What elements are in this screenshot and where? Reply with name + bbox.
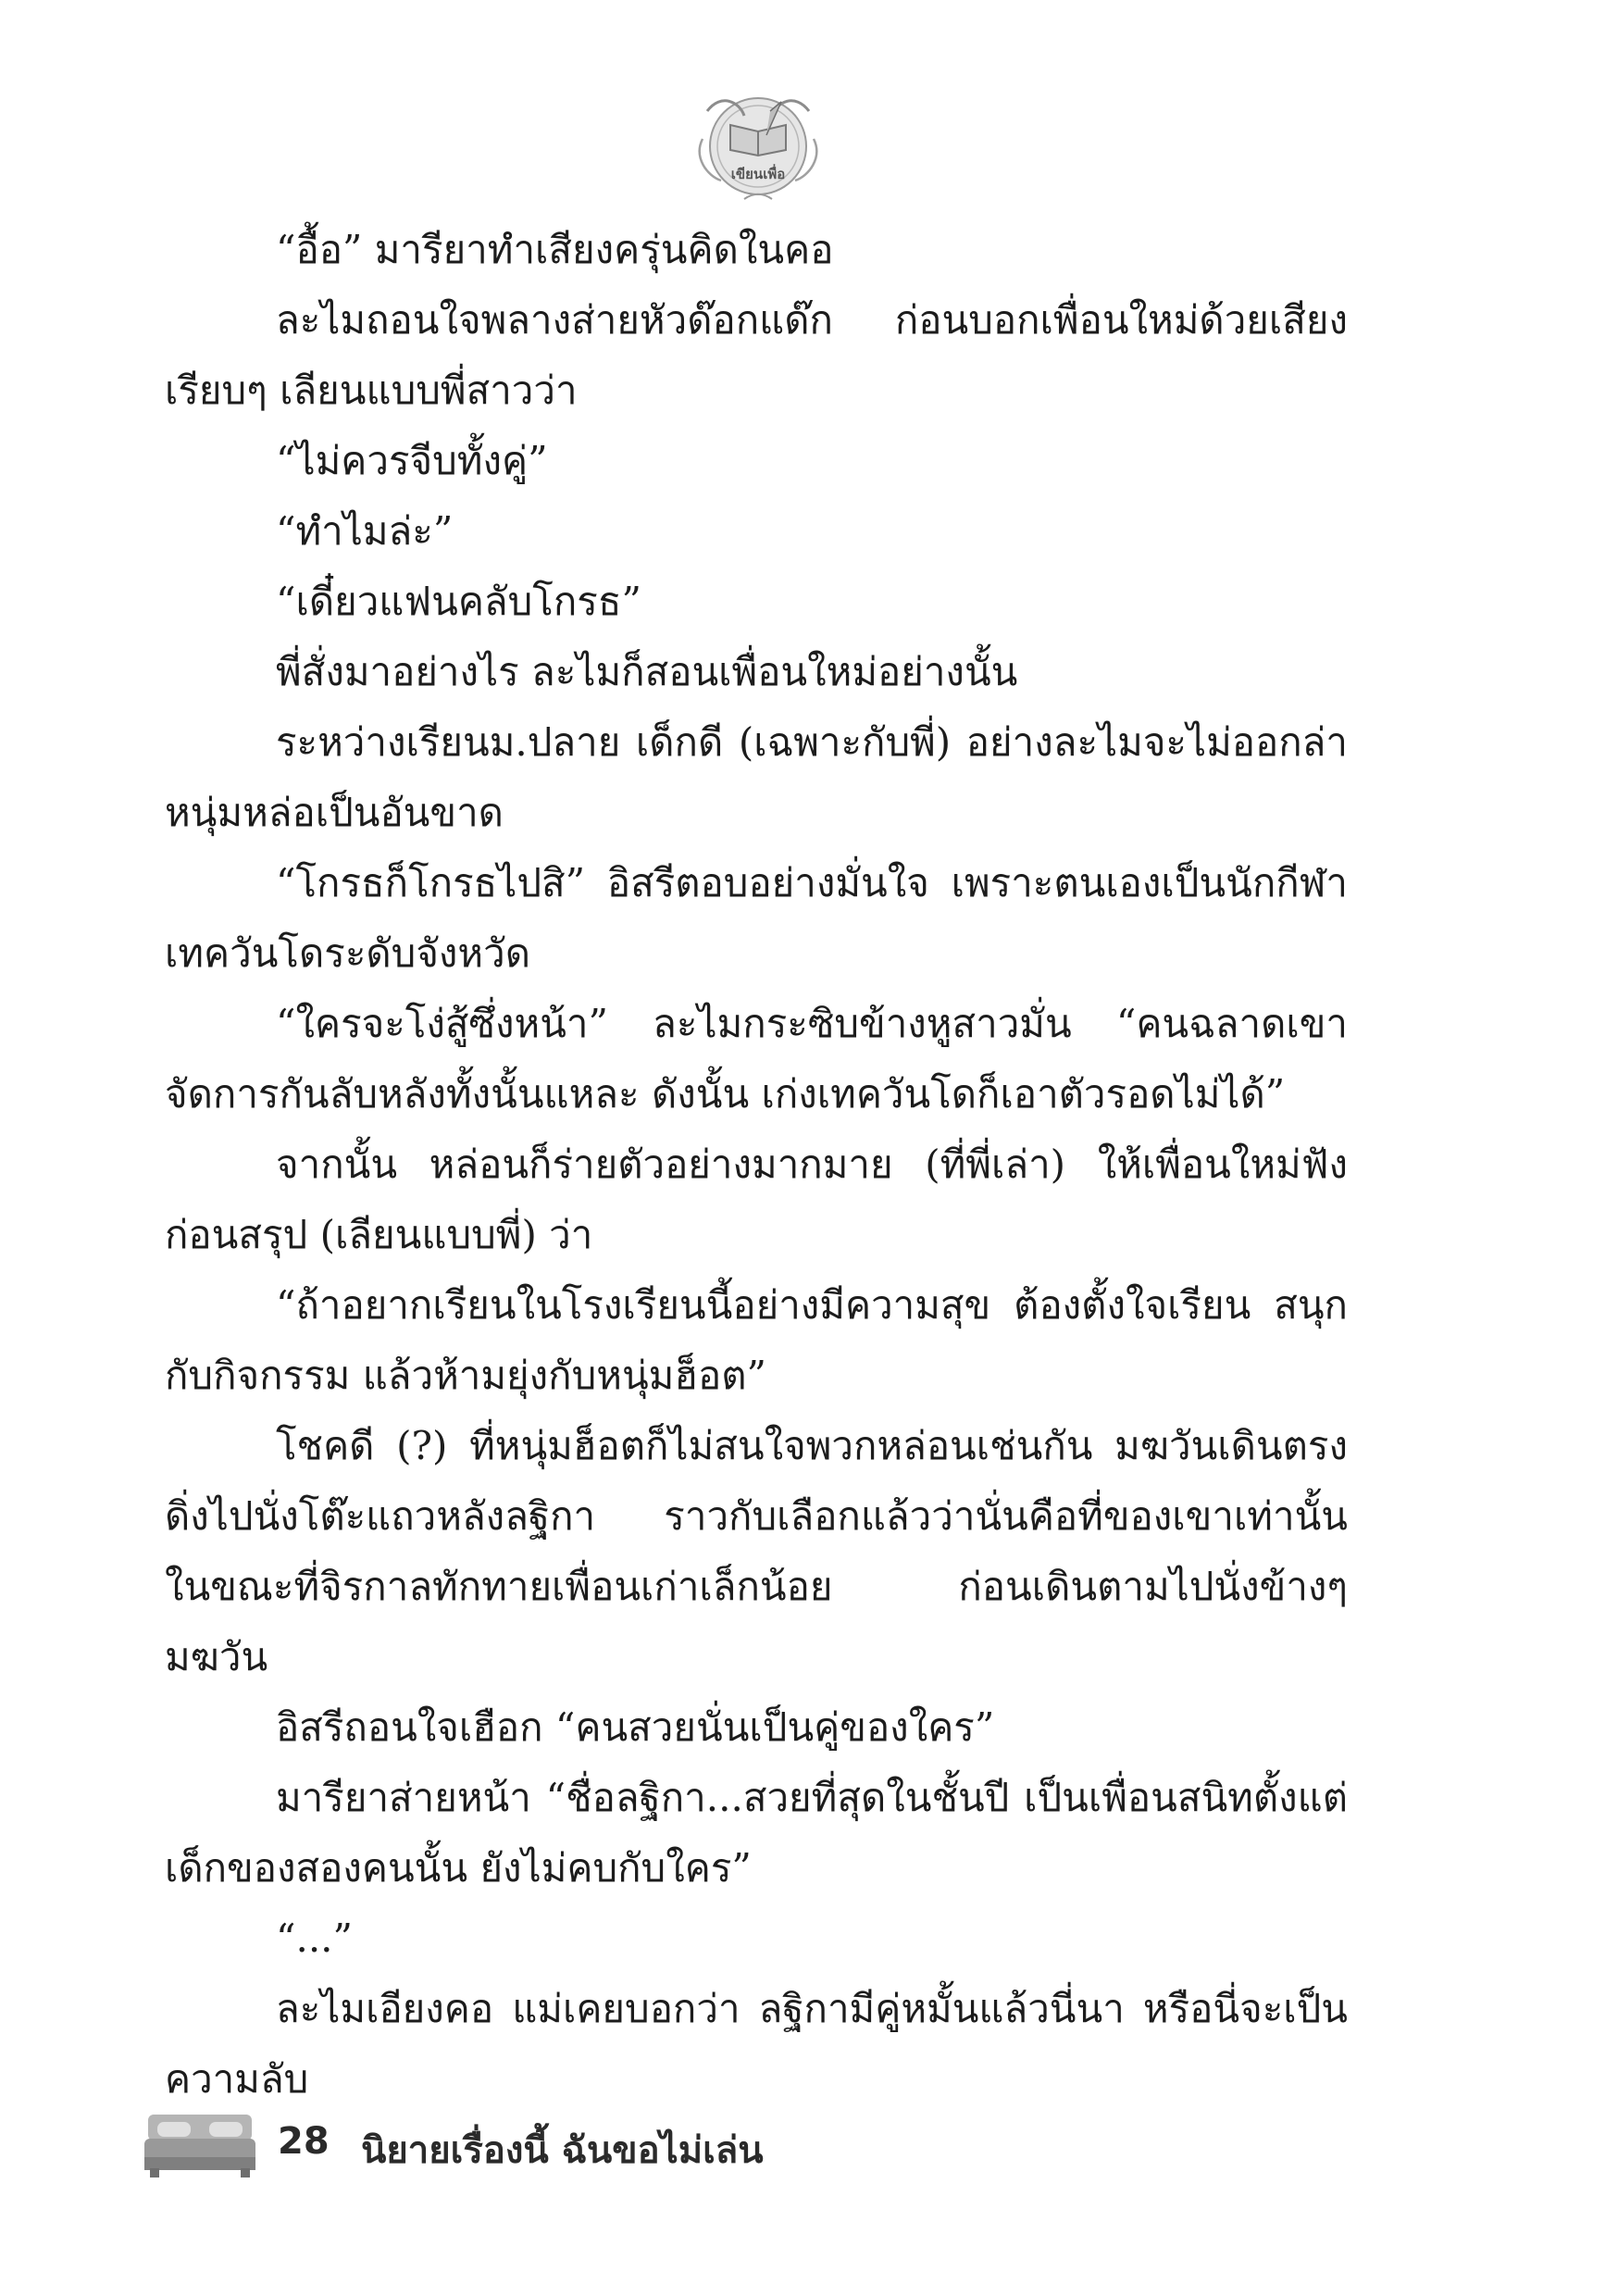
paragraph: จากนั้น หล่อนก็ร่ายตัวอย่างมากมาย (ที่พี่เล่า) ให้เพื่อนใหม่ฟังก่อนสรุป (เลียนแบบพี่) ว่า [165, 1142, 1348, 1257]
paragraph: “ทำไมล่ะ” [276, 508, 454, 554]
paragraph: มารียาส่ายหน้า “ชื่อลฐิกา...สวยที่สุดในชั้นปี เป็นเพื่อนสนิทตั้งแต่เด็กของสองคนนั้น ยังไม่คบกับใคร” [165, 1775, 1348, 1890]
emblem-lettering: เขียนเพื่อ [730, 166, 786, 182]
paragraph: พี่สั่งมาอย่างไร ละไมก็สอนเพื่อนใหม่อย่างนั้น [276, 649, 1018, 694]
page-footer [139, 2100, 1435, 2202]
paragraph: ระหว่างเรียนม.ปลาย เด็กดี (เฉพาะกับพี่) อย่างละไมจะไม่ออกล่าหนุ่มหล่อเป็นอันขาด [165, 719, 1348, 835]
paragraph: “ไม่ควรจีบทั้งคู่” [276, 438, 548, 483]
body-text [165, 215, 1348, 2115]
ornamental-emblem-icon [689, 74, 828, 213]
bed-icon [144, 2109, 255, 2179]
paragraph: “เดี๋ยวแฟนคลับโกรธ” [276, 579, 641, 624]
paragraph: “...” [276, 1915, 353, 1961]
paragraph: “โกรธก็โกรธไปสิ” อิสรีตอบอย่างมั่นใจ เพราะตนเองเป็นนักกีฬาเทควันโดระดับจังหวัด [165, 860, 1348, 976]
paragraph: “อื้อ” มารียาทำเสียงครุ่นคิดในคอ [276, 227, 834, 272]
book-title: นิยายเรื่องนี้ ฉันขอไม่เล่น [361, 2129, 764, 2172]
page-number: 28 [278, 2120, 330, 2163]
paragraph: อิสรีถอนใจเฮือก “คนสวยนั่นเป็นคู่ของใคร” [276, 1704, 995, 1750]
paragraph: โชคดี (?) ที่หนุ่มฮ็อตก็ไม่สนใจพวกหล่อนเช่นกัน มฆวันเดินตรงดิ่งไปนั่งโต๊ะแถวหลังลฐิกา ราวกับเลือกแล้วว่านั่นคือที่ของเขาเท่านั้น ในขณะที่จิรกาลทักทายเพื่อนเก่าเล็กน้อย ก่อนเดินตามไปนั่งข้างๆ มฆวัน [165, 1423, 1348, 1679]
paragraph: “ใครจะโง่สู้ซึ่งหน้า” ละไมกระซิบข้างหูสาวมั่น “คนฉลาดเขาจัดการกันลับหลังทั้งนั้นแหละ ดังนั้น เก่งเทควันโดก็เอาตัวรอดไม่ได้” [165, 1001, 1348, 1117]
paragraph: “ถ้าอยากเรียนในโรงเรียนนี้อย่างมีความสุข ต้องตั้งใจเรียน สนุกกับกิจกรรม แล้วห้ามยุ่งกับหนุ่มฮ็อต” [165, 1282, 1348, 1398]
paragraph: ละไมเอียงคอ แม่เคยบอกว่า ลฐิกามีคู่หมั้นแล้วนี่นา หรือนี่จะเป็นความลับ [165, 1986, 1348, 2102]
paragraph: ละไมถอนใจพลางส่ายหัวด๊อกแด๊ก ก่อนบอกเพื่อนใหม่ด้วยเสียงเรียบๆ เลียนแบบพี่สาวว่า [165, 297, 1348, 413]
